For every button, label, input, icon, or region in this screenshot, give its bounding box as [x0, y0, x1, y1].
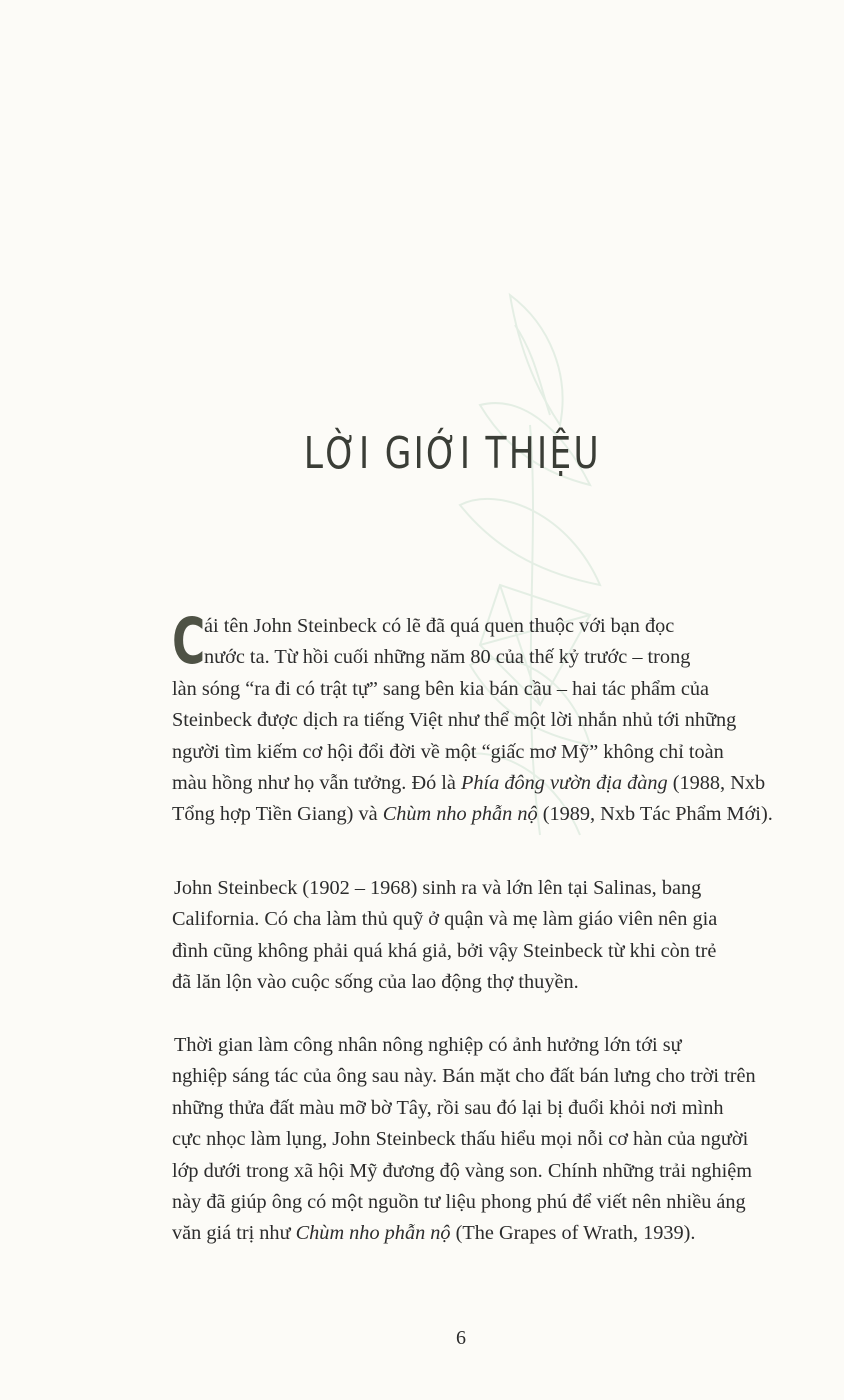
- text-line: cực nhọc làm lụng, John Steinbeck thấu hiểu mọi nỗi cơ hàn của người: [172, 1128, 749, 1151]
- text-line: đình cũng không phải quá khá giả, bởi vậy Steinbeck từ khi còn trẻ: [172, 939, 717, 962]
- text-line: nghiệp sáng tác của ông sau này. Bán mặt cho đất bán lưng cho trời trên: [172, 1065, 756, 1088]
- text-segment: (The Grapes of Wrath, 1939).: [450, 1222, 696, 1245]
- text-line: này đã giúp ông có một nguồn tư liệu phong phú để viết nên nhiều áng: [172, 1191, 746, 1214]
- drop-cap-letter: C: [172, 605, 206, 678]
- paragraph-biography: [172, 873, 808, 999]
- text-line: California. Có cha làm thủ quỹ ở quận và mẹ làm giáo viên nên gia: [172, 908, 718, 931]
- book-title-italic: Chùm nho phẫn nộ: [295, 1222, 451, 1245]
- text-segment: (1988, Nxb: [667, 772, 766, 795]
- text-line: đã lăn lộn vào cuộc sống của lao động thợ thuyền.: [172, 971, 579, 994]
- text-line: người tìm kiếm cơ hội đổi đời về một “giấc mơ Mỹ” không chỉ toàn: [172, 740, 724, 763]
- text-line: [172, 799, 808, 830]
- text-segment: văn giá trị như: [172, 1222, 296, 1245]
- text-line: nước ta. Từ hồi cuối những năm 80 của thế kỷ trước – trong: [204, 646, 691, 669]
- book-title-italic: Phía đông vườn địa đàng: [461, 772, 668, 795]
- text-line: Thời gian làm công nhân nông nghiệp có ảnh hưởng lớn tới sự: [174, 1034, 682, 1056]
- text-line: John Steinbeck (1902 – 1968) sinh ra và lớn lên tại Salinas, bang: [174, 877, 702, 899]
- text-line: [172, 1218, 808, 1249]
- text-line: những thửa đất màu mỡ bờ Tây, rồi sau đó lại bị đuổi khỏi nơi mình: [172, 1096, 724, 1119]
- text-line: ái tên John Steinbeck có lẽ đã quá quen thuộc với bạn đọc: [204, 615, 675, 637]
- page-title: LỜI GIỚI THIỆU: [303, 428, 601, 479]
- book-title-italic: Chùm nho phẫn nộ: [382, 803, 538, 826]
- text-line: Steinbeck được dịch ra tiếng Việt như thể một lời nhắn nhủ tới những: [172, 709, 737, 732]
- text-line: [172, 768, 808, 799]
- page-number: 6: [456, 1327, 466, 1349]
- text-line: làn sóng “ra đi có trật tự” sang bên kia bán cầu – hai tác phẩm của: [172, 677, 709, 700]
- paragraph-intro: [172, 605, 808, 831]
- paragraph-career: [172, 1030, 808, 1250]
- text-line: lớp dưới trong xã hội Mỹ đương độ vàng son. Chính những trải nghiệm: [172, 1159, 753, 1182]
- text-segment: màu hồng như họ vẫn tưởng. Đó là: [172, 772, 462, 795]
- text-segment: (1989, Nxb Tác Phẩm Mới).: [537, 803, 773, 826]
- text-segment: Tổng hợp Tiền Giang) và: [172, 803, 383, 826]
